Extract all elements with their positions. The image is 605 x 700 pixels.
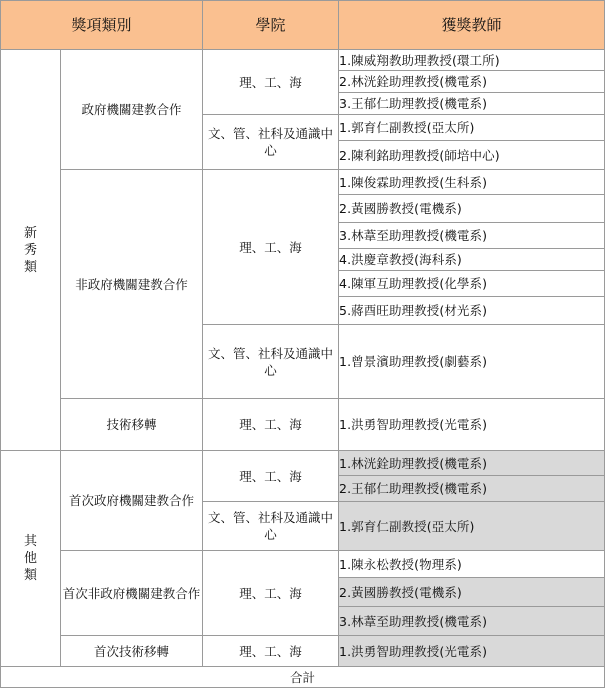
sub-first-gov: 首次政府機關建教合作 — [61, 451, 203, 551]
college-gov-lib: 文、管、社科及通識中心 — [203, 115, 339, 170]
teacher-cell: 2.林洸銓助理教授(機電系) — [339, 71, 605, 93]
teacher-cell: 5.蔣酉旺助理教授(材光系) — [339, 297, 605, 325]
group-newcomer — [1, 50, 61, 451]
teacher-cell: 1.洪勇智助理教授(光電系) — [339, 636, 605, 667]
teacher-cell: 4.洪慶章教授(海科系) — [339, 249, 605, 271]
teacher-cell: 1.洪勇智助理教授(光電系) — [339, 399, 605, 451]
teacher-cell: 3.王郁仁助理教授(機電系) — [339, 93, 605, 115]
sub-gov: 政府機關建教合作 — [61, 50, 203, 170]
teacher-cell: 1.林洸銓助理教授(機電系) — [339, 451, 605, 476]
sub-first-tech: 首次技術移轉 — [61, 636, 203, 667]
total-row: 合計 — [1, 667, 605, 688]
teacher-cell: 4.陳軍互助理教授(化學系) — [339, 271, 605, 297]
teacher-cell: 3.林葦至助理教授(機電系) — [339, 607, 605, 636]
group-newcomer-label: 新秀類 — [23, 225, 37, 275]
college-tech-sci: 理、工、海 — [203, 399, 339, 451]
sub-first-nongov: 首次非政府機關建教合作 — [61, 551, 203, 636]
teacher-cell: 1.曾景濱助理教授(劇藝系) — [339, 325, 605, 399]
teacher-cell: 1.陳俊霖助理教授(生科系) — [339, 170, 605, 195]
header-college: 學院 — [203, 1, 339, 50]
teacher-cell: 2.黃國勝教授(電機系) — [339, 578, 605, 607]
teacher-cell: 1.郭育仁副教授(亞太所) — [339, 115, 605, 141]
teacher-cell: 2.王郁仁助理教授(機電系) — [339, 476, 605, 502]
college-first-gov-sci: 理、工、海 — [203, 451, 339, 502]
sub-nongov: 非政府機關建教合作 — [61, 170, 203, 399]
group-other-label: 其他類 — [23, 534, 37, 583]
college-first-gov-lib: 文、管、社科及通識中心 — [203, 502, 339, 551]
header-row — [1, 1, 605, 50]
teacher-cell: 2.陳利銘助理教授(師培中心) — [339, 141, 605, 170]
college-nongov-sci: 理、工、海 — [203, 170, 339, 325]
teacher-cell: 1.陳永松教授(物理系) — [339, 551, 605, 578]
college-first-nongov-sci: 理、工、海 — [203, 551, 339, 636]
header-category: 獎項類別 — [1, 1, 203, 50]
teacher-cell: 1.郭育仁副教授(亞太所) — [339, 502, 605, 551]
teacher-cell: 2.黃國勝教授(電機系) — [339, 195, 605, 223]
teacher-cell: 3.林葦至助理教授(機電系) — [339, 223, 605, 249]
teacher-cell: 1.陳威翔教助理教授(環工所) — [339, 50, 605, 71]
college-first-tech-sci: 理、工、海 — [203, 636, 339, 667]
header-teacher: 獲獎教師 — [339, 1, 605, 50]
group-other — [1, 451, 61, 667]
sub-tech: 技術移轉 — [61, 399, 203, 451]
college-gov-sci: 理、工、海 — [203, 50, 339, 115]
college-nongov-lib: 文、管、社科及通識中心 — [203, 325, 339, 399]
